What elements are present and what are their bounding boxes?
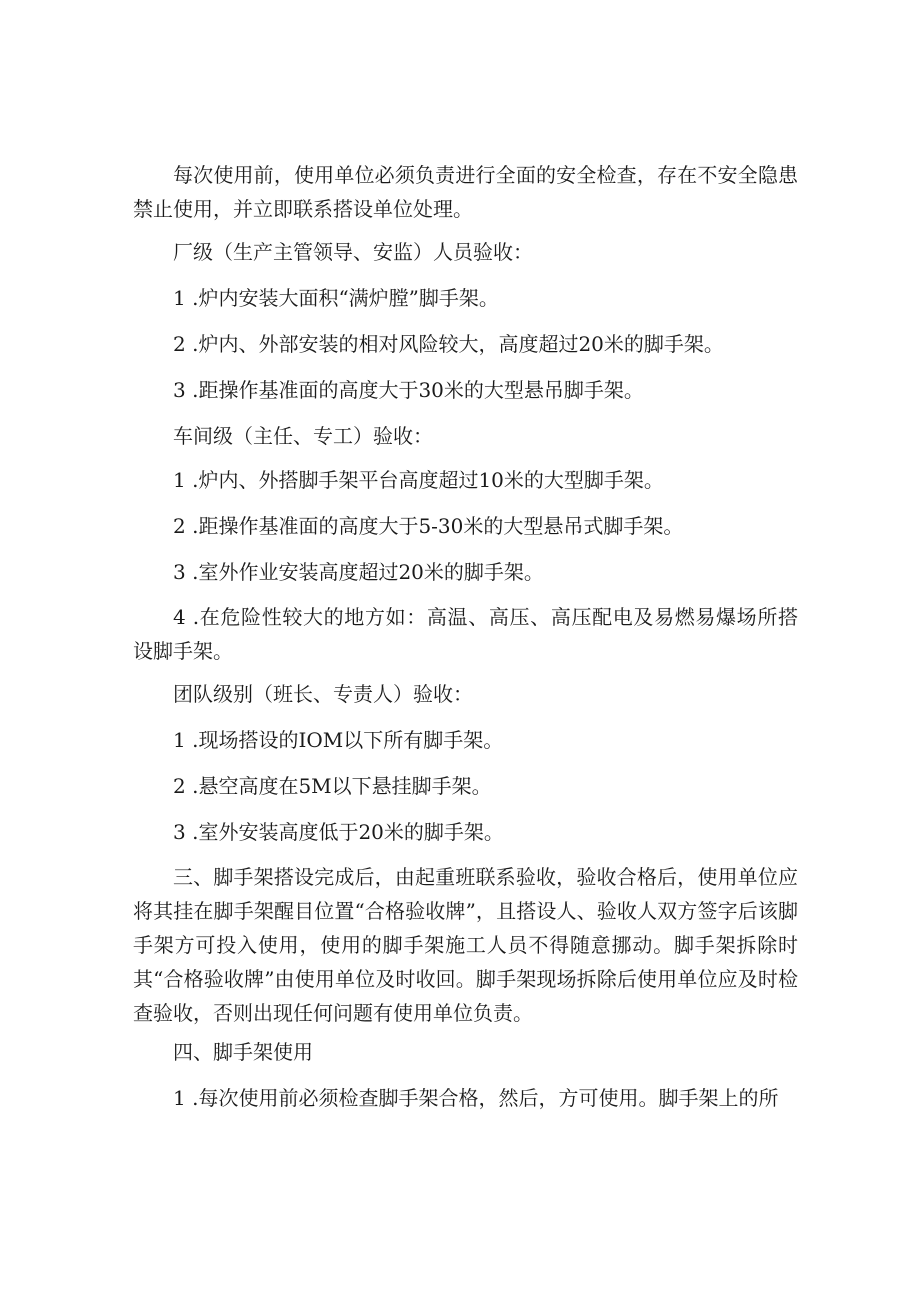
list-item-workshop-1: 1 .炉内、外搭脚手架平台高度超过10米的大型脚手架。 <box>173 468 664 492</box>
list-item-team-2: 2 .悬空高度在5M以下悬挂脚手架。 <box>173 774 492 798</box>
heading-factory-level-acceptance: 厂级（生产主管领导、安监）人员验收： <box>173 240 533 264</box>
document-page <box>133 0 798 1301</box>
list-item-factory-1: 1 .炉内安装大面积“满炉膛”脚手架。 <box>173 286 499 310</box>
list-item-team-3: 3 .室外安装高度低于20米的脚手架。 <box>173 820 504 844</box>
heading-team-level-acceptance: 团队级别（班长、专责人）验收： <box>173 682 473 706</box>
list-item-use-1: 1 .每次使用前必须检查脚手架合格，然后，方可使用。脚手架上的所 <box>173 1086 779 1110</box>
list-item-factory-3: 3 .距操作基准面的高度大于30米的大型悬吊脚手架。 <box>173 378 644 402</box>
list-item-workshop-3: 3 .室外作业安装高度超过20米的脚手架。 <box>173 560 544 584</box>
list-item-workshop-2: 2 .距操作基准面的高度大于5-30米的大型悬吊式脚手架。 <box>173 514 684 538</box>
list-item-factory-2: 2 .炉内、外部安装的相对风险较大，高度超过20米的脚手架。 <box>173 332 724 356</box>
list-item-team-1: 1 .现场搭设的IOM以下所有脚手架。 <box>173 728 504 752</box>
paragraph-inspection-before-use: 每次使用前，使用单位必须负责进行全面的安全检查，存在不安全隐患禁止使用，并立即联系搭设单位处理。 <box>133 163 798 221</box>
list-item-workshop-4: 4 .在危险性较大的地方如：高温、高压、高压配电及易燃易爆场所搭设脚手架。 <box>133 605 798 663</box>
heading-section-four: 四、脚手架使用 <box>173 1040 313 1064</box>
heading-workshop-level-acceptance: 车间级（主任、专工）验收： <box>173 424 433 448</box>
paragraph-section-three: 三、脚手架搭设完成后，由起重班联系验收，验收合格后，使用单位应将其挂在脚手架醒目位置“合格验收牌”，且搭设人、验收人双方签字后该脚手架方可投入使用，使用的脚手架施工人员不得随意挪动。脚手架拆除时其“合格验收牌”由使用单位及时收回。脚手架现场拆除后使用单位应及时检查验收，否则出现任何问题有使用单位负责。 <box>133 865 798 1025</box>
